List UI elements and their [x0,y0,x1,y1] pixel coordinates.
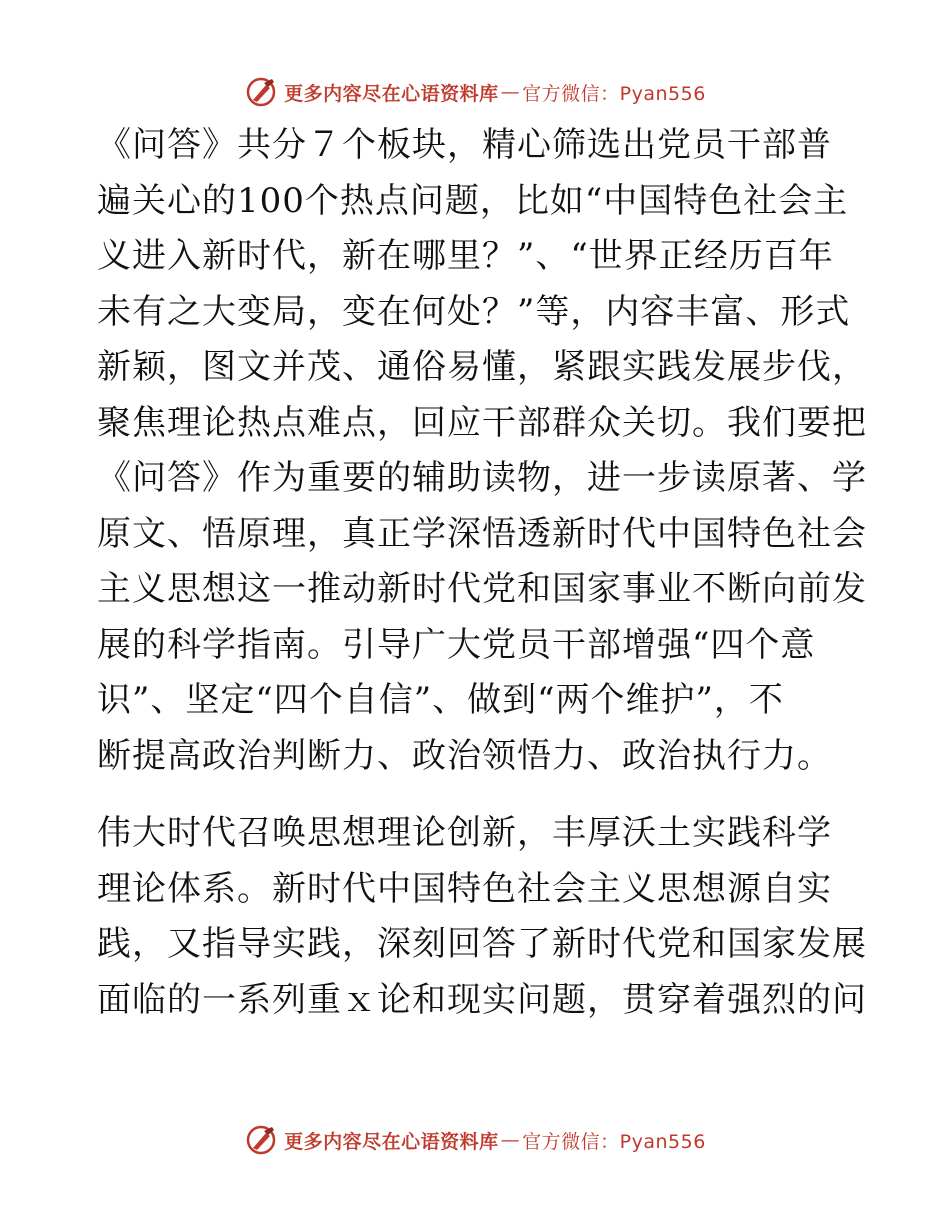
banner-left-text: 更多内容尽在心语资料库 [284,1130,499,1153]
text-line: 断提高政治判断力、政治领悟力、政治执行力。 [97,735,832,776]
pen-seal-icon [244,1123,278,1157]
text-line: 新颖，图文并茂、通俗易懂，紧跟实践发展步伐， [97,347,867,387]
text-line: 未有之大变局，变在何处？”等，内容丰富、形式 [97,291,851,332]
text-line: 《问答》共分７个板块，精心筛选出党员干部普 [97,125,832,165]
text-line: 伟大时代召唤思想理论创新，丰厚沃土实践科学 [97,813,832,853]
paragraph-2 [97,806,867,1028]
text-line: 理论体系。新时代中国特色社会主义思想源自实 [97,868,832,909]
footer-banner [0,1118,950,1162]
text-line: 识”、坚定“四个自信”、做到“两个维护”，不 [97,680,784,720]
text-line: 展的科学指南。引导广大党员干部增强“四个意 [97,624,816,665]
text-line: 面临的一系列重ｘ论和现实问题，贯穿着强烈的问 [97,979,867,1020]
banner-right-text: 官方微信：Pyan556 [522,82,706,105]
document-body [97,118,867,1050]
text-line: 遍关心的100个热点问题，比如“中国特色社会主 [97,180,849,221]
banner-dash: — [500,1129,521,1151]
text-line: 义进入新时代，新在哪里？”、“世界正经历百年 [97,236,834,276]
banner-right-text: 官方微信：Pyan556 [522,1130,706,1153]
text-line: 主义思想这一推动新时代党和国家事业不断向前发 [97,569,867,609]
banner-left-text: 更多内容尽在心语资料库 [284,82,499,105]
header-banner [0,70,950,114]
text-line: 聚焦理论热点难点，回应干部群众关切。我们要把 [97,402,867,443]
text-line: 践，又指导实践，深刻回答了新时代党和国家发展 [97,924,867,964]
banner-dash: — [500,81,521,103]
paragraph-1 [97,118,867,784]
text-line: 原文、悟原理，真正学深悟透新时代中国特色社会 [97,513,867,554]
pen-seal-icon [244,75,278,109]
text-line: 《问答》作为重要的辅助读物，进一步读原著、学 [97,458,867,498]
